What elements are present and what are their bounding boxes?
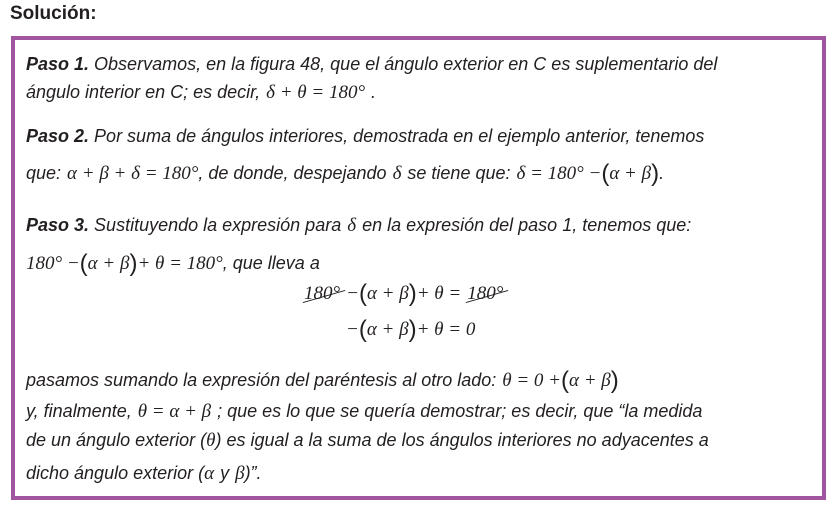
paso3-delta: δ bbox=[347, 215, 357, 236]
paso1-line-1 bbox=[26, 54, 717, 75]
cierre-text-a: pasamos sumando la expresión del paréntesis al otro lado: bbox=[26, 370, 497, 390]
cierre-line-3 bbox=[26, 430, 709, 452]
paso1-label: Paso 1. bbox=[26, 54, 90, 74]
cierre-text-b2: ; que es lo que se quería demostrar; es decir, que “la medida bbox=[217, 401, 703, 421]
cierre-text-c2: ) es igual a la suma de los ángulos interiores no adyacentes a bbox=[215, 430, 709, 450]
paso1-text-a: Observamos, en la figura 48, que el ángulo exterior en C es suplementario del bbox=[89, 54, 718, 74]
paso3-equation-paren: α + β bbox=[87, 253, 130, 274]
paso2-label: Paso 2. bbox=[26, 126, 90, 146]
paso1-end: . bbox=[371, 82, 377, 102]
paso3-step1-eq: + θ = bbox=[416, 283, 462, 304]
paso3-text-b: en la expresión del paso 1, tenemos que: bbox=[362, 215, 692, 235]
cierre-line-4 bbox=[26, 463, 262, 485]
paso3-step2-rhs: + θ = 0 bbox=[416, 319, 476, 340]
paso3-step2-minus: − bbox=[346, 319, 359, 340]
paso1-equation: δ + θ = 180° bbox=[266, 82, 366, 103]
paso2-delta: δ bbox=[392, 163, 402, 184]
paso2-line-1 bbox=[26, 126, 704, 147]
cierre-equation-a-paren: α + β bbox=[569, 370, 611, 391]
paso2-que: que: bbox=[26, 163, 62, 183]
paso2-end: . bbox=[659, 163, 665, 183]
paso2-text-b: , de donde, despejando bbox=[198, 163, 387, 183]
cierre-line-1: pasamos sumando la expresión del paréntesis al otro lado: θ = 0 +(α + β) bbox=[26, 367, 619, 394]
cierre-y: y bbox=[220, 463, 230, 483]
paso3-step1-strike-b: 180° bbox=[467, 283, 504, 304]
paso1-text-b: ángulo interior en C; es decir, bbox=[26, 82, 261, 102]
cierre-beta: β bbox=[235, 463, 245, 484]
cierre-text-d2: )”. bbox=[244, 463, 262, 483]
paso2-text-c: se tiene que: bbox=[407, 163, 511, 183]
cierre-theta: θ bbox=[206, 430, 216, 451]
paso3-line-2: 180° −(α + β)+ θ = 180°, que lleva a bbox=[26, 250, 320, 277]
paso2-line-2: que: α + β + δ = 180°, de donde, despejando δ se tiene que: δ = 180° −(α + β). bbox=[26, 160, 665, 187]
paso1-line-2 bbox=[26, 82, 376, 104]
cierre-text-b1: y, finalmente, bbox=[26, 401, 132, 421]
paso3-step1-paren: α + β bbox=[366, 283, 409, 304]
paso3-label: Paso 3. bbox=[26, 215, 90, 235]
paso3-text-c: , que lleva a bbox=[222, 253, 320, 273]
cierre-equation-b: θ = α + β bbox=[137, 401, 212, 422]
paso2-text-a: Por suma de ángulos interiores, demostrada en el ejemplo anterior, tenemos bbox=[89, 126, 705, 146]
paso2-equation-2-lhs: δ = 180° − bbox=[516, 163, 602, 184]
cierre-text-c1: de un ángulo exterior ( bbox=[26, 430, 207, 450]
cierre-line-2 bbox=[26, 401, 702, 423]
paso3-step-2: −(α + β)+ θ = 0 bbox=[346, 316, 476, 343]
cierre-equation-a: θ = 0 + bbox=[502, 370, 562, 391]
paso3-step2-paren: α + β bbox=[366, 319, 409, 340]
paso3-step1-minus: − bbox=[346, 283, 359, 304]
paso2-equation-1: α + β + δ = 180° bbox=[67, 163, 199, 184]
paso3-step1-strike-a: 180° bbox=[304, 283, 341, 304]
paso2-equation-2-paren: α + β bbox=[609, 163, 652, 184]
paso3-line-1 bbox=[26, 215, 691, 237]
solution-heading: Solución: bbox=[10, 3, 97, 24]
paso3-text-a: Sustituyendo la expresión para bbox=[89, 215, 342, 235]
paso3-equation-lhs: 180° − bbox=[26, 253, 80, 274]
paso3-equation-rhs: + θ = 180° bbox=[137, 253, 223, 274]
cierre-text-d1: dicho ángulo exterior ( bbox=[26, 463, 205, 483]
cierre-alpha: α bbox=[204, 463, 215, 484]
paso3-step-1: 180° −(α + β)+ θ = 180° bbox=[304, 280, 504, 307]
